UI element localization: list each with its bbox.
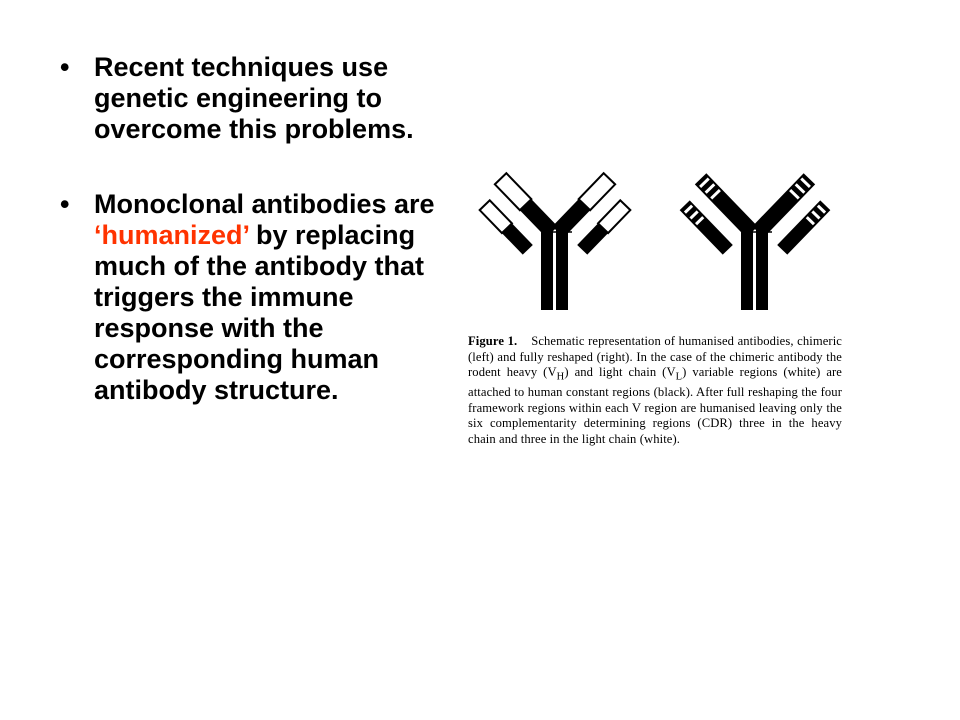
- caption-text-3: ) variable regions (white) are attached to human constant regions (black). After full reshaping the four framework regions within each V region are humanised leaving only the six complementarity determining regions (CDR) three in the heavy chain and three in the light chain (white).: [468, 365, 842, 446]
- caption-text-1: Schematic representation of humanised antibodies, chimeric (left) and fully reshaped (right). In the case of the chimeric antibody the rodent heavy (V: [468, 334, 842, 379]
- caption-sub-h: H: [556, 371, 565, 383]
- highlight-term: ‘humanized’: [94, 220, 249, 250]
- bullet-list: [60, 52, 460, 450]
- figure-caption: [468, 334, 842, 447]
- bullet-dot-icon: •: [60, 52, 70, 82]
- reshaped-antibody-icon: [680, 173, 831, 310]
- bullet-dot-icon: •: [60, 189, 70, 219]
- bullet-item-humanized: [60, 189, 460, 406]
- bullet-text: Recent techniques use genetic engineering to overcome this problems.: [94, 52, 414, 144]
- caption-text-2: ) and light chain (V: [564, 365, 676, 379]
- chimeric-antibody-icon: [480, 173, 631, 310]
- figure-label: Figure 1.: [468, 334, 518, 348]
- bullet-text-before: Monoclonal antibodies are: [94, 189, 435, 219]
- caption-sub-l: L: [675, 371, 683, 383]
- antibody-diagram: [468, 168, 848, 318]
- bullet-item-techniques: [60, 52, 460, 145]
- bullet-text-after: by replacing much of the antibody that triggers the immune response with the corresponding human antibody structure.: [94, 220, 424, 405]
